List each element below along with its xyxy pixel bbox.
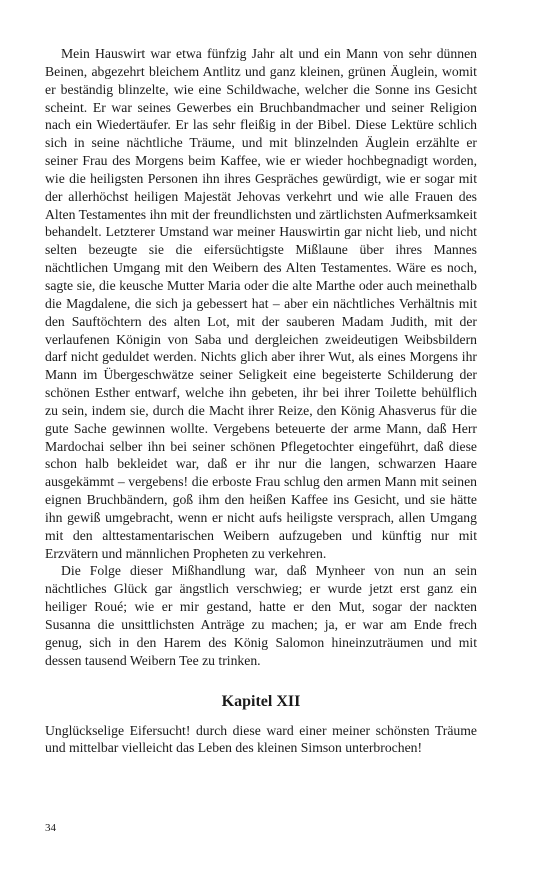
chapter-opening-paragraph: Unglückselige Eifersucht! durch diese ward einer meiner schönsten Träume und mittelbar vielleicht das Leben des kleinen Simson unterbrochen! [45, 722, 477, 756]
paragraph-folge: Die Folge dieser Mißhandlung war, daß Mynheer von nun an sein nächtliches Glück gar ängstlich verschwieg; er wurde jetzt erst ganz ein heiliger Roué; wie er mir gestand, hatte er den Mut, sogar der nackten Susanna die unsittlichsten Anträge zu machen; ja, er war am Ende frech genug, sich in den Harem des König Salomon hineinzuträumen und mit dessen tausend Weibern Tee zu trinken. [45, 563, 477, 668]
page-number: 34 [45, 822, 56, 834]
paragraph-hauswirt: Mein Hauswirt war etwa fünfzig Jahr alt und ein Mann von sehr dünnen Beinen, abgezehrt bleichem Antlitz und ganz kleinen, grünen Äuglein, womit er beständig blinzelte, wie eine Schildwache, welcher die Sonne ins Gesicht scheint. Er war seines Gewerbes ein Bruchbandmacher und seiner Religion nach ein Wiedertäufer. Er las sehr fleißig in der Bibel. Diese Lektüre schlich sich in seine nächtliche Träume, und mit blinzelnden Äuglein erzählte er seiner Frau des Morgens beim Kaffee, wie er wieder hochbegnadigt worden, wie die heiligsten Personen ihn ihres Gespräches gewürdigt, wie er sogar mit der allerhöchst heiligen Majestät Jehovas verkehrt und wie alle Frauen des Alten Testamentes ihn mit der freundlichsten und zärtlichsten Aufmerksamkeit behandelt. Letzterer Umstand war meiner Hauswirtin gar nicht lieb, und nicht selten bezeugte sie die eifersüchtigste Mißlaune über ihres Mannes nächtlichen Umgang mit den Weibern des Alten Testamentes. Wäre es noch, sagte sie, die keusche Mutter Maria oder die alte Marthe oder auch meinethalb die Magdalene, die sich ja gebessert hat – aber ein nächtliches Verhältnis mit den Sauftöchtern des alten Lot, mit der sauberen Madam Judith, mit der verlaufenen Königin von Saba und dergleichen zweideutigen Weibsbildern darf nicht geduldet werden. Nichts glich aber ihrer Wut, als eines Morgens ihr Mann im Übergeschwätze seiner Seligkeit eine begeisterte Schilderung der schönen Esther entwarf, welche ihn gebeten, ihr bei ihrer Toilette behülflich zu sein, indem sie, durch die Macht ihrer Reize, den König Ahasverus für die gute Sache gewinnen wollte. Vergebens beteuerte der arme Mann, daß Herr Mardochai selber ihn bei seiner schönen Pflegetochter eingeführt, daß diese schon halb bekleidet war, daß er ihr nur die langen, schwarzen Haare ausgekämmt – vergebens! die erboste Frau schlug den armen Mann mit seinen eignen Bruchbändern, goß ihm den heißen Kaffee ins Gesicht, und sie hätte ihn gewiß umgebracht, wenn er nicht aufs heiligste versprach, allen Umgang mit den alttestamentarischen Weibern aufzugeben und künftig nur mit Erzvätern und männlichen Propheten zu verkehren. [45, 46, 477, 561]
chapter-heading: Kapitel XII [221, 692, 301, 710]
page-body [45, 45, 477, 757]
